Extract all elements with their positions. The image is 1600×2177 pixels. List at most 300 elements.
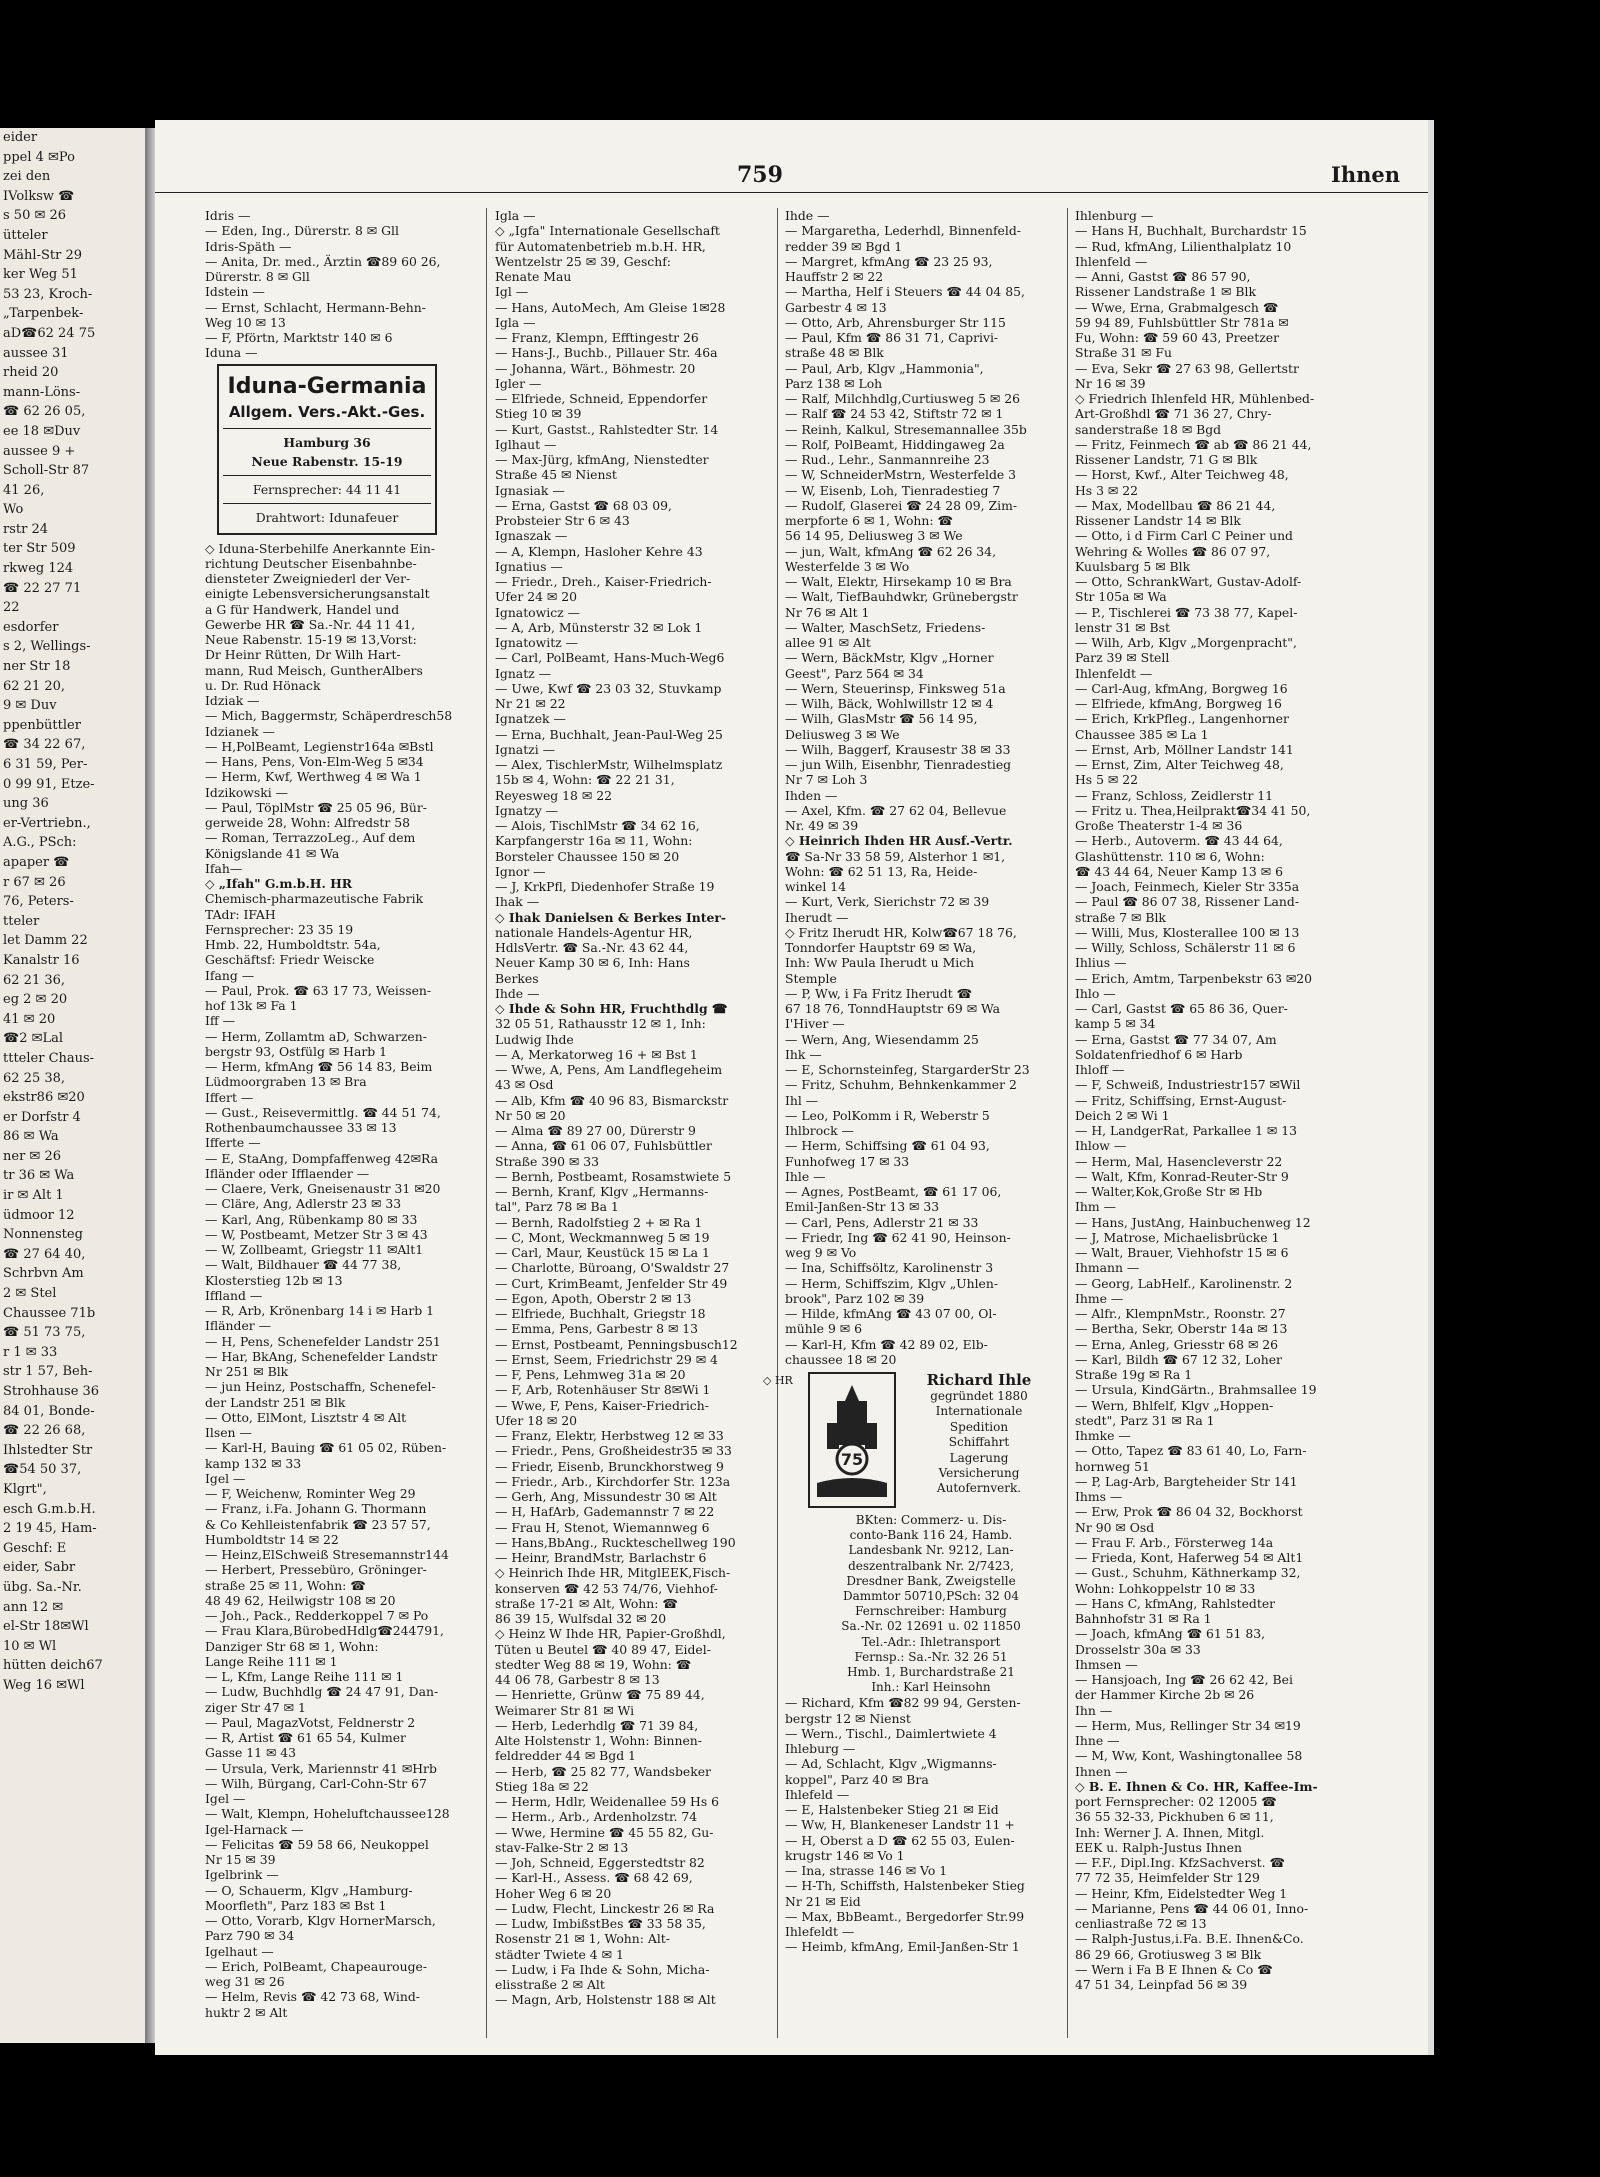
directory-entry: — Frau H, Stenot, Wiemannweg 6 — [495, 1519, 710, 1535]
directory-entry: Inh: Werner J. A. Ihnen, Mitgl. — [1075, 1824, 1265, 1840]
partial-entry-line: Schrbvn Am — [3, 1266, 84, 1282]
directory-entry: 67 18 76, TonndHauptstr 69 ✉ Wa — [785, 1001, 1001, 1016]
directory-entry: Rothenbaumchaussee 33 ✉ 13 — [205, 1120, 397, 1135]
directory-entry: Fernsprecher: 23 35 19 — [205, 921, 354, 937]
directory-entry: — Alb, Kfm ☎ 40 96 83, Bismarckstr — [495, 1092, 729, 1108]
directory-entry: — Richard, Kfm ☎82 99 94, Gersten- — [785, 1695, 1021, 1711]
surname-heading: Ihl — — [785, 1092, 819, 1108]
directory-entry: Parz 138 ✉ Loh — [785, 375, 883, 391]
directory-entry: — Ralf, Milchhdlg,Curtiusweg 5 ✉ 26 — [785, 391, 1020, 406]
directory-entry: ◇ B. E. Ihnen & Co. HR, Kaffee-Im- — [1075, 1778, 1318, 1794]
directory-entry: — Otto, Tapez ☎ 83 61 40, Lo, Farn- — [1075, 1443, 1307, 1459]
directory-entry: ◇ Heinz W Ihde HR, Papier-Großhdl, — [495, 1626, 726, 1642]
directory-entry: 86 39 15, Wulfsdal 32 ✉ 20 — [495, 1611, 667, 1626]
directory-entry: — E, Halstenbeker Stieg 21 ✉ Eid — [785, 1802, 999, 1818]
directory-entry: — Friedr, Eisenb, Brunckhorstweg 9 — [495, 1458, 724, 1474]
directory-entry: — Wilh, Arb, Klgv „Morgenpracht", — [1075, 635, 1297, 650]
surname-heading: Idris — — [205, 208, 251, 223]
surname-heading: Ifang — — [205, 967, 255, 983]
directory-entry: ◇ „Ifah" G.m.b.H. HR — [205, 876, 353, 891]
directory-entry: ◇ Friedrich Ihlenfeld HR, Mühlenbed- — [1075, 391, 1315, 406]
surname-heading: Ihlenfeldt — — [1075, 665, 1153, 681]
surname-heading: Ihlbrock — — [785, 1123, 854, 1138]
surname-heading: Idziak — — [205, 693, 260, 708]
directory-entry: ☎ 43 44 64, Neuer Kamp 13 ✉ 6 — [1075, 863, 1283, 879]
partial-entry-line: ner ✉ 26 — [3, 1148, 61, 1164]
advert-owner: Inh.: Karl Heinsohn — [871, 1680, 991, 1695]
directory-entry: Ifah— — [205, 860, 243, 876]
advert-company-type: Allgem. Vers.-Akt.-Ges. — [223, 402, 431, 429]
column-rule — [777, 208, 778, 2038]
directory-entry: hornweg 51 — [1075, 1458, 1150, 1474]
directory-entry: — Hans,BbAng., Ruckteschellweg 190 — [495, 1534, 736, 1550]
directory-entry: 32 05 51, Rathausstr 12 ✉ 1, Inh: — [495, 1016, 706, 1032]
surname-heading: Ihde — — [495, 985, 540, 1001]
directory-entry: — Bernh, Postbeamt, Rosamstwiete 5 — [495, 1168, 732, 1184]
partial-entry-line: Weg 16 ✉Wl — [3, 1677, 85, 1693]
directory-entry: — Elfriede, kfmAng, Borgweg 16 — [1075, 696, 1282, 711]
surname-heading: Ihmke — — [1075, 1428, 1131, 1443]
directory-entry: — Willi, Mus, Klosterallee 100 ✉ 13 — [1075, 924, 1300, 940]
directory-entry: — Joh, Schneid, Eggerstedtstr 82 — [495, 1855, 705, 1870]
directory-entry: — Carl, Gastst ☎ 65 86 36, Quer- — [1075, 1001, 1288, 1016]
directory-entry: Westerfelde 3 ✉ Wo — [785, 558, 910, 574]
directory-entry: Stieg 18a ✉ 22 — [495, 1778, 589, 1794]
directory-entry: 36 55 32-33, Pickhuben 6 ✉ 11, — [1075, 1809, 1274, 1825]
directory-entry: Danziger Str 68 ✉ 1, Wohn: — [205, 1638, 379, 1654]
directory-entry: Berkes — [495, 970, 539, 986]
directory-entry: — F.F., Dipl.Ing. KfzSachverst. ☎ — [1075, 1855, 1285, 1870]
directory-entry: — Alois, TischlMstr ☎ 34 62 16, — [495, 818, 700, 833]
directory-entry: — Hilde, kfmAng ☎ 43 07 00, Ol- — [785, 1306, 997, 1321]
directory-entry: — Franz, Schloss, Zeidlerstr 11 — [1075, 787, 1274, 803]
directory-entry: — Leo, PolKomm i R, Weberstr 5 — [785, 1107, 990, 1123]
advert-founded: gegründet 1880 — [930, 1389, 1028, 1403]
directory-entry: — Karl, Ang, Rübenkamp 80 ✉ 33 — [205, 1211, 418, 1227]
advert-line: Sa.-Nr. 02 12691 u. 02 11850 — [841, 1619, 1021, 1634]
directory-entry: Stieg 10 ✉ 39 — [495, 406, 582, 422]
directory-entry: — Paul, Kfm ☎ 86 31 71, Caprivi- — [785, 330, 999, 345]
directory-entry: — Hans, AutoMech, Am Gleise 1✉28 — [495, 299, 726, 315]
surname-heading: Ignatowitz — — [495, 635, 579, 650]
surname-heading: Ihnen — — [1075, 1763, 1128, 1779]
directory-entry: port Fernsprecher: 02 12005 ☎ — [1075, 1794, 1277, 1809]
directory-entry: konserven ☎ 42 53 74/76, Viehhof- — [495, 1580, 718, 1596]
directory-entry: — Walt, TiefBauhdwkr, Grünebergstr — [785, 589, 1018, 605]
partial-entry-line: let Damm 22 — [3, 933, 88, 949]
page-header — [155, 158, 1428, 193]
directory-entry: — Rudolf, Glaserei ☎ 24 28 09, Zim- — [785, 497, 1018, 513]
surname-heading: Ignatzy — — [495, 802, 559, 818]
directory-entry: — Otto, Vorarb, Klgv HornerMarsch, — [205, 1913, 436, 1928]
surname-heading: Ignatzek — — [495, 711, 566, 727]
directory-entry: Fu, Wohn: ☎ 59 60 43, Preetzer — [1075, 330, 1279, 345]
directory-entry: — Bertha, Sekr, Oberstr 14a ✉ 13 — [1075, 1321, 1288, 1337]
directory-entry: — H, HafArb, Gademannstr 7 ✉ 22 — [495, 1504, 715, 1520]
directory-entry: — Paul ☎ 86 07 38, Rissener Land- — [1075, 894, 1300, 910]
directory-entry: — Bernh, Kranf, Klgv „Hermanns- — [495, 1184, 709, 1199]
directory-entry: — Herb, ☎ 25 82 77, Wandsbeker — [495, 1763, 711, 1779]
advert-line: Tel.-Adr.: Ihletransport — [861, 1634, 1001, 1649]
directory-entry: cenliastraße 72 ✉ 13 — [1075, 1916, 1207, 1931]
partial-entry-line: 86 ✉ Wa — [3, 1129, 59, 1145]
directory-entry: — Cläre, Ang, Adlerstr 23 ✉ 33 — [205, 1196, 402, 1212]
directory-entry: Art-Großhdl ☎ 71 36 27, Chry- — [1075, 406, 1272, 422]
directory-entry: — Wilh, Bäck, Wohlwillstr 12 ✉ 4 — [785, 696, 994, 711]
directory-entry: — Walt, Brauer, Viehhofstr 15 ✉ 6 — [1075, 1245, 1289, 1260]
surname-heading: I'Hiver — — [785, 1016, 845, 1032]
partial-entry-line: ☎ 27 64 40, — [3, 1246, 86, 1262]
directory-entry: — Herm, Schiffsing ☎ 61 04 93, — [785, 1138, 990, 1154]
directory-entry: Nr 50 ✉ 20 — [495, 1107, 566, 1123]
directory-entry: — F, Arb, Rotenhäuser Str 8✉Wi 1 — [495, 1382, 711, 1398]
directory-entry: — Walt, Klempn, Hoheluftchaussee128 — [205, 1806, 450, 1822]
directory-entry: — Heimb, kfmAng, Emil-Janßen-Str 1 — [785, 1939, 1020, 1955]
directory-entry: — Hans, Pens, Von-Elm-Weg 5 ✉34 — [205, 754, 424, 769]
directory-entry: Inh: Ww Paula Iherudt u Mich — [785, 955, 975, 971]
partial-entry-line: ann 12 ✉ — [3, 1599, 64, 1615]
partial-entry-line: 2 ✉ Stel — [3, 1286, 57, 1302]
surname-heading: Ihme — — [1075, 1290, 1124, 1306]
column-4 — [1075, 208, 1360, 2038]
directory-entry: 56 14 95, Deliusweg 3 ✉ We — [785, 528, 963, 544]
directory-entry: — Wern i Fa B E Ihnen & Co ☎ — [1075, 1961, 1273, 1977]
partial-entry-line: esch G.m.b.H. — [3, 1501, 96, 1517]
advert-line: Landesbank Nr. 9212, Lan- — [848, 1543, 1014, 1558]
directory-entry: — Erw, Prok ☎ 86 04 32, Bockhorst — [1075, 1504, 1303, 1520]
directory-entry: — Agnes, PostBeamt, ☎ 61 17 06, — [785, 1184, 1002, 1199]
directory-entry: HdlsVertr. ☎ Sa.-Nr. 43 62 44, — [495, 940, 689, 955]
directory-entry: — Max, BbBeamt., Bergedorfer Str.99 — [785, 1908, 1025, 1924]
adjacent-page-fragment — [0, 128, 147, 2043]
directory-entry: — Reinh, Kalkul, Stresemannallee 35b — [785, 421, 1027, 437]
directory-entry: — R, Artist ☎ 61 65 54, Kulmer — [205, 1730, 406, 1745]
directory-entry: — Wwe, A, Pens, Am Landflegeheim — [495, 1062, 723, 1077]
directory-entry: Deliusweg 3 ✉ We — [785, 726, 900, 742]
directory-entry: — A, Klempn, Hasloher Kehre 43 — [495, 543, 703, 559]
directory-entry: — E, StaAng, Dompfaffenweg 42✉Ra — [205, 1150, 438, 1166]
surname-heading: Igla — — [495, 314, 536, 330]
directory-entry: — Herm, Hdlr, Weidenallee 59 Hs 6 — [495, 1794, 720, 1809]
directory-entry: — Hansjoach, Ing ☎ 26 62 42, Bei — [1075, 1672, 1293, 1687]
directory-entry: — W, SchneiderMstrn, Westerfelde 3 — [785, 467, 1017, 483]
directory-entry: — Curt, KrimBeamt, Jenfelder Str 49 — [495, 1275, 728, 1291]
directory-entry: — Walter,Kok,Große Str ✉ Hb — [1075, 1184, 1263, 1199]
directory-entry: Karpfangerstr 16a ✉ 11, Wohn: — [495, 833, 693, 849]
surname-heading: Ihlenburg — — [1075, 208, 1154, 223]
column-rule — [1067, 208, 1068, 2038]
directory-entry: — Johanna, Wärt., Böhmestr. 20 — [495, 360, 696, 376]
logo-badge-number: 75 — [840, 1450, 864, 1469]
directory-entry: merpforte 6 ✉ 1, Wohn: ☎ — [785, 513, 953, 528]
directory-entry: Nr 21 ✉ 22 — [495, 696, 566, 711]
directory-entry: — Walt, Bildhauer ☎ 44 77 38, — [205, 1257, 402, 1273]
directory-entry: — Heinz,ElSchweiß Stresemannstr144 — [205, 1547, 449, 1562]
directory-entry: Str 105a ✉ Wa — [1075, 589, 1167, 605]
directory-entry: — Eva, Sekr ☎ 27 63 98, Gellertstr — [1075, 360, 1299, 376]
partial-entry-line: zei den — [3, 169, 51, 185]
directory-entry: der Landstr 251 ✉ Blk — [205, 1394, 346, 1410]
hr-marker: ◇ HR — [763, 1374, 793, 1387]
directory-entry: Lüdmoorgraben 13 ✉ Bra — [205, 1074, 367, 1090]
directory-entry: — Franz, Klempn, Efftingestr 26 — [495, 330, 699, 345]
directory-entry: Reyesweg 18 ✉ 22 — [495, 787, 612, 803]
directory-entry: gerweide 28, Wohn: Alfredstr 58 — [205, 815, 411, 830]
surname-heading: Ignor — — [495, 863, 546, 879]
partial-entry-line: „Tarpenbek- — [3, 306, 84, 322]
partial-entry-line: A.G., PSch: — [3, 835, 77, 851]
directory-entry: — Marianne, Pens ☎ 44 06 01, Inno- — [1075, 1900, 1309, 1916]
advert-line: Lagerung — [949, 1450, 1009, 1465]
directory-entry: bergstr 12 ✉ Nienst — [785, 1710, 911, 1726]
surname-heading: Ihleburg — — [785, 1741, 856, 1757]
directory-entry: städter Twiete 4 ✉ 1 — [495, 1946, 624, 1962]
directory-entry: — Herb, Lederhdlg ☎ 71 39 84, — [495, 1717, 699, 1733]
surname-heading: Ihden — — [785, 787, 838, 803]
directory-entry: — Karl-H, Bauing ☎ 61 05 02, Rüben- — [205, 1440, 447, 1456]
directory-entry: — Horst, Kwf., Alter Teichweg 48, — [1075, 467, 1289, 483]
partial-entry-line: eider, Sabr — [3, 1560, 76, 1576]
directory-entry: — Walt, Elektr, Hirsekamp 10 ✉ Bra — [785, 574, 1012, 589]
directory-entry: — Joach, Feinmech, Kieler Str 335a — [1075, 879, 1300, 894]
directory-entry: ◇ Heinrich Ihde HR, MitglEEK,Fisch- — [495, 1565, 731, 1581]
directory-entry: — Otto, SchrankWart, Gustav-Adolf- — [1075, 574, 1302, 589]
directory-entry: — Rud, kfmAng, Lilienthalplatz 10 — [1075, 238, 1292, 254]
surname-heading: Igelhaut — — [205, 1943, 274, 1959]
directory-entry: ◇ Heinrich Ihden HR Ausf.-Vertr. — [785, 833, 1013, 849]
directory-entry: — Wilh, Bürgang, Carl-Cohn-Str 67 — [205, 1775, 427, 1791]
directory-entry: — F, Schweiß, Industriestr157 ✉Wil — [1075, 1077, 1301, 1093]
surname-heading: Igel — — [205, 1470, 246, 1486]
directory-entry: Chaussee 385 ✉ La 1 — [1075, 726, 1209, 742]
directory-entry: — Uwe, Kwf ☎ 23 03 32, Stuvkamp — [495, 680, 722, 696]
directory-entry: — F, Weichenw, Rominter Weg 29 — [205, 1486, 416, 1501]
column-2 — [495, 208, 770, 2038]
partial-entry-line: Wo — [3, 502, 24, 518]
directory-entry: ◇ Fritz Iherudt HR, Kolw☎67 18 76, — [785, 924, 1017, 940]
directory-entry: Nr 21 ✉ Eid — [785, 1893, 861, 1909]
directory-entry: Straße 390 ✉ 33 — [495, 1153, 600, 1169]
partial-entry-line: ☎ 51 73 75, — [3, 1325, 86, 1341]
surname-heading: Igelbrink — — [205, 1867, 279, 1883]
advert-line: deszentralbank Nr. 2/7423, — [848, 1558, 1014, 1573]
partial-entry-line: Scholl-Str 87 — [3, 463, 90, 479]
advert-phone: Fernsprecher: 44 11 41 — [223, 475, 431, 499]
directory-entry: — Rolf, PolBeamt, Hiddingaweg 2a — [785, 436, 1005, 452]
directory-entry: — Friedr., Arb., Kirchdorfer Str. 123a — [495, 1473, 731, 1489]
directory-entry: — Herm., Arb., Ardenholzstr. 74 — [495, 1809, 698, 1825]
directory-entry: Moorfleth", Parz 183 ✉ Bst 1 — [205, 1897, 387, 1913]
partial-entry-line: Geschf: E — [3, 1540, 67, 1556]
directory-entry: — Franz, i.Fa. Johann G. Thormann — [205, 1501, 427, 1517]
directory-entry: Ifländer oder Ifflaender — — [205, 1165, 370, 1181]
surname-heading: Igla — — [495, 208, 536, 223]
partial-entry-line: Strohhause 36 — [3, 1384, 100, 1399]
directory-entry: — Wern, Bhlfelf, Klgv „Hoppen- — [1075, 1397, 1274, 1413]
directory-entry: — Ralf ☎ 24 53 42, Stiftstr 72 ✉ 1 — [785, 406, 1004, 422]
directory-entry: — Wwe, F, Pens, Kaiser-Friedrich- — [495, 1397, 709, 1413]
column-1 — [205, 208, 477, 2038]
partial-entry-line: 62 21 36, — [3, 972, 66, 988]
directory-entry: Straße 19g ✉ Ra 1 — [1075, 1367, 1193, 1382]
directory-entry: — Walt, Kfm, Konrad-Reuter-Str 9 — [1075, 1168, 1289, 1184]
advert-details — [807, 1513, 1055, 1665]
directory-entry: ◇ Iduna-Sterbehilfe Anerkannte Ein- — [205, 540, 436, 556]
directory-entry: — Hans H, Buchhalt, Burchardstr 15 — [1075, 223, 1307, 239]
directory-entry: — M, Ww, Kont, Washingtonallee 58 — [1075, 1748, 1303, 1764]
directory-entry: — Alfr., KlempnMstr., Roonstr. 27 — [1075, 1306, 1286, 1321]
partial-entry-line: üdmoor 12 — [3, 1207, 75, 1223]
partial-entry-line: tr 36 ✉ Wa — [3, 1168, 75, 1184]
directory-entry: mann, Rud Meisch, GuntherAlbers — [205, 662, 423, 678]
partial-entry-line: ☎ 22 26 68, — [3, 1423, 86, 1439]
directory-entry: Borsteler Chaussee 150 ✉ 20 — [495, 848, 680, 864]
directory-entry: Chemisch-pharmazeutische Fabrik — [205, 891, 424, 907]
directory-entry: — L, Kfm, Lange Reihe 111 ✉ 1 — [205, 1669, 404, 1684]
spedition-logo-icon — [807, 1371, 897, 1509]
directory-entry: ◇ „Igfa" Internationale Gesellschaft — [495, 223, 720, 239]
directory-entry: — Gerh, Ang, Missundestr 30 ✉ Alt — [495, 1489, 717, 1504]
directory-entry: — Charlotte, Büroang, O'Swaldstr 27 — [495, 1260, 730, 1276]
directory-entry: brook", Parz 102 ✉ 39 — [785, 1290, 925, 1306]
directory-entry: — Har, BkAng, Schenefelder Landstr — [205, 1348, 438, 1364]
directory-entry: für Automatenbetrieb m.b.H. HR, — [495, 238, 706, 254]
surname-heading: Igel-Harnack — — [205, 1821, 304, 1837]
directory-entry: — Herm, Kwf, Werthweg 4 ✉ Wa 1 — [205, 769, 422, 785]
partial-entry-line: r 67 ✉ 26 — [3, 874, 66, 890]
directory-entry: 86 29 66, Grotiusweg 3 ✉ Blk — [1075, 1946, 1262, 1962]
directory-entry: Gewerbe HR ☎ Sa.-Nr. 44 11 41, — [205, 616, 416, 632]
partial-entry-line: 9 ✉ Duv — [3, 698, 57, 714]
partial-entry-line: ttteler Chaus- — [3, 1050, 95, 1066]
directory-entry: — Herm, kfmAng ☎ 56 14 83, Beim — [205, 1059, 433, 1074]
directory-entry: — Gust., Reisevermittlg. ☎ 44 51 74, — [205, 1104, 441, 1120]
surname-heading: Idstein — — [205, 284, 265, 300]
surname-heading: Ihmann — — [1075, 1260, 1140, 1276]
directory-entry: krugstr 146 ✉ Vo 1 — [785, 1847, 905, 1863]
directory-entry: hof 13k ✉ Fa 1 — [205, 998, 298, 1013]
partial-entry-line: ker Weg 51 — [3, 267, 78, 283]
partial-entry-line: aussee 9 + — [3, 443, 76, 459]
directory-entry: — Erich, Amtm, Tarpenbekstr 63 ✉20 — [1075, 970, 1313, 986]
directory-entry: — Ludw, i Fa Ihde & Sohn, Micha- — [495, 1961, 710, 1977]
advert-line: conto-Bank 116 24, Hamb. — [849, 1528, 1013, 1543]
directory-entry: — Wwe, Hermine ☎ 45 55 82, Gu- — [495, 1824, 714, 1840]
partial-entry-line: rkweg 124 — [3, 561, 74, 577]
partial-entry-line: ee 18 ✉Duv — [3, 423, 81, 439]
partial-entry-line: er Dorfstr 4 — [3, 1109, 81, 1125]
directory-entry: — Ad, Schlacht, Klgv „Wigmanns- — [785, 1756, 997, 1772]
directory-entry: — Walter, MaschSetz, Friedens- — [785, 619, 986, 635]
directory-entry: mühle 9 ✉ 6 — [785, 1321, 862, 1337]
directory-entry: — C, Mont, Weckmannweg 5 ✉ 19 — [495, 1229, 710, 1245]
advert-line: Schiffahrt — [948, 1435, 1010, 1450]
directory-entry: Tonndorfer Hauptstr 69 ✉ Wa, — [785, 940, 977, 955]
directory-entry: redder 39 ✉ Bgd 1 — [785, 238, 903, 254]
directory-entry: Alte Holstenstr 1, Wohn: Binnen- — [495, 1733, 702, 1748]
partial-entry-line: 84 01, Bonde- — [3, 1403, 95, 1419]
advert-street: Neue Rabenstr. 15-19 — [251, 453, 403, 469]
directory-entry: Hmb. 22, Humboldtstr. 54a, — [205, 937, 381, 952]
directory-entry: 47 51 34, Leinpfad 56 ✉ 39 — [1075, 1977, 1248, 1992]
page-number: 759 — [737, 162, 783, 188]
directory-entry: — Otto, i d Firm Carl C Peiner und — [1075, 528, 1293, 544]
partial-entry-line: ☎54 50 37, — [3, 1462, 82, 1478]
partial-entry-line: ir ✉ Alt 1 — [3, 1188, 64, 1204]
directory-entry: — Friedr., Dreh., Kaiser-Friedrich- — [495, 574, 712, 589]
directory-entry: — jun, Walt, kfmAng ☎ 62 26 34, — [785, 543, 997, 559]
directory-entry: Straße 45 ✉ Nienst — [495, 467, 617, 483]
directory-entry: Geschäftsf: Friedr Weiscke — [205, 952, 375, 968]
surname-heading: Idzianek — — [205, 723, 275, 739]
surname-heading: Ihle — — [785, 1168, 826, 1184]
directory-entry: — Fritz, Schuhm, Behnkenkammer 2 — [785, 1077, 1017, 1093]
directory-entry: Hoher Weg 6 ✉ 20 — [495, 1885, 612, 1901]
directory-entry: — Friedr, Ing ☎ 62 41 90, Heinson- — [785, 1229, 1011, 1245]
directory-entry: — Ursula, KindGärtn., Brahmsallee 19 — [1075, 1382, 1317, 1398]
partial-entry-line: el-Str 18✉Wl — [3, 1619, 89, 1635]
advert-address: Hmb. 1, Burchardstraße 21 — [847, 1665, 1015, 1680]
advert-line: Fernsp.: Sa.-Nr. 32 26 51 — [854, 1649, 1008, 1664]
directory-entry: ◇ Ihak Danielsen & Berkes Inter- — [495, 909, 727, 925]
directory-entry: — Erna, Anleg, Griesstr 68 ✉ 26 — [1075, 1336, 1279, 1352]
directory-entry: 59 94 89, Fuhlsbüttler Str 781a ✉ — [1075, 314, 1289, 330]
directory-entry: — J, Matrose, Michaelisbrücke 1 — [1075, 1229, 1280, 1245]
directory-entry: Nr 76 ✉ Alt 1 — [785, 604, 870, 620]
directory-entry: Hs 5 ✉ 22 — [1075, 772, 1139, 788]
directory-entry: Stemple — [785, 970, 837, 986]
directory-entry: der Hammer Kirche 2b ✉ 26 — [1075, 1687, 1255, 1703]
directory-entry: — Carl, Maur, Keustück 15 ✉ La 1 — [495, 1245, 710, 1260]
directory-entry: TAdr: IFAH — [205, 906, 276, 922]
directory-entry: — J, KrkPfl, Diedenhofer Straße 19 — [495, 879, 715, 894]
directory-entry: — Ernst, Arb, Möllner Landstr 141 — [1075, 741, 1294, 757]
directory-entry: — Karl-H, Kfm ☎ 42 89 02, Elb- — [785, 1336, 988, 1352]
directory-entry: Deich 2 ✉ Wi 1 — [1075, 1107, 1170, 1123]
surname-heading: Ignatius — — [495, 558, 563, 574]
directory-entry: — Claere, Verk, Gneisenaustr 31 ✉20 — [205, 1181, 441, 1196]
directory-entry: — Elfriede, Schneid, Eppendorfer — [495, 391, 708, 406]
directory-entry: — Herm, Schiffszim, Klgv „Uhlen- — [785, 1275, 999, 1291]
directory-entry: lenstr 31 ✉ Bst — [1075, 619, 1170, 635]
directory-entry: Dürerstr. 8 ✉ Gll — [205, 269, 310, 284]
surname-heading: Ihde — — [785, 208, 830, 223]
directory-entry: sanderstraße 18 ✉ Bgd — [1075, 421, 1222, 437]
directory-entry: — W, Postbeamt, Metzer Str 3 ✉ 43 — [205, 1226, 428, 1242]
directory-entry: — Ww, H, Blankeneser Landstr 11 + — [785, 1817, 1015, 1833]
partial-entry-line: hütten deich67 — [3, 1658, 103, 1674]
directory-entry: — Kurt, Verk, Sierichstr 72 ✉ 39 — [785, 894, 990, 910]
directory-entry: Bahnhofstr 31 ✉ Ra 1 — [1075, 1611, 1212, 1626]
partial-entry-line: er-Vertriebn., — [3, 815, 91, 831]
partial-entry-line: 0 99 91, Etze- — [3, 776, 95, 792]
directory-entry: huktr 2 ✉ Alt — [205, 2004, 288, 2020]
directory-entry: — Anni, Gastst ☎ 86 57 90, — [1075, 269, 1251, 284]
advert-line: Dammtor 50710,PSch: 32 04 — [842, 1589, 1020, 1604]
partial-entry-line: rstr 24 — [3, 521, 48, 537]
directory-entry: — Max-Jürg, kfmAng, Nienstedter — [495, 452, 709, 467]
directory-entry: Drosselstr 30a ✉ 33 — [1075, 1641, 1201, 1657]
directory-entry: Wohn: ☎ 62 51 13, Ra, Heide- — [785, 863, 978, 879]
partial-entry-line: aussee 31 — [3, 345, 69, 361]
directory-entry: — Ina, strasse 146 ✉ Vo 1 — [785, 1863, 948, 1879]
directory-entry: — Heinr, BrandMstr, Barlachstr 6 — [495, 1550, 707, 1565]
directory-entry: — Ernst, Zim, Alter Teichweg 48, — [1075, 757, 1284, 772]
directory-entry: — Ursula, Verk, Mariennstr 41 ✉Hrb — [205, 1760, 437, 1776]
directory-entry: — Herm, Zollamtm aD, Schwarzen- — [205, 1028, 427, 1044]
directory-entry: — Herb., Autoverm. ☎ 43 44 64, — [1075, 833, 1283, 849]
directory-entry: — Max, Modellbau ☎ 86 21 44, — [1075, 497, 1276, 513]
